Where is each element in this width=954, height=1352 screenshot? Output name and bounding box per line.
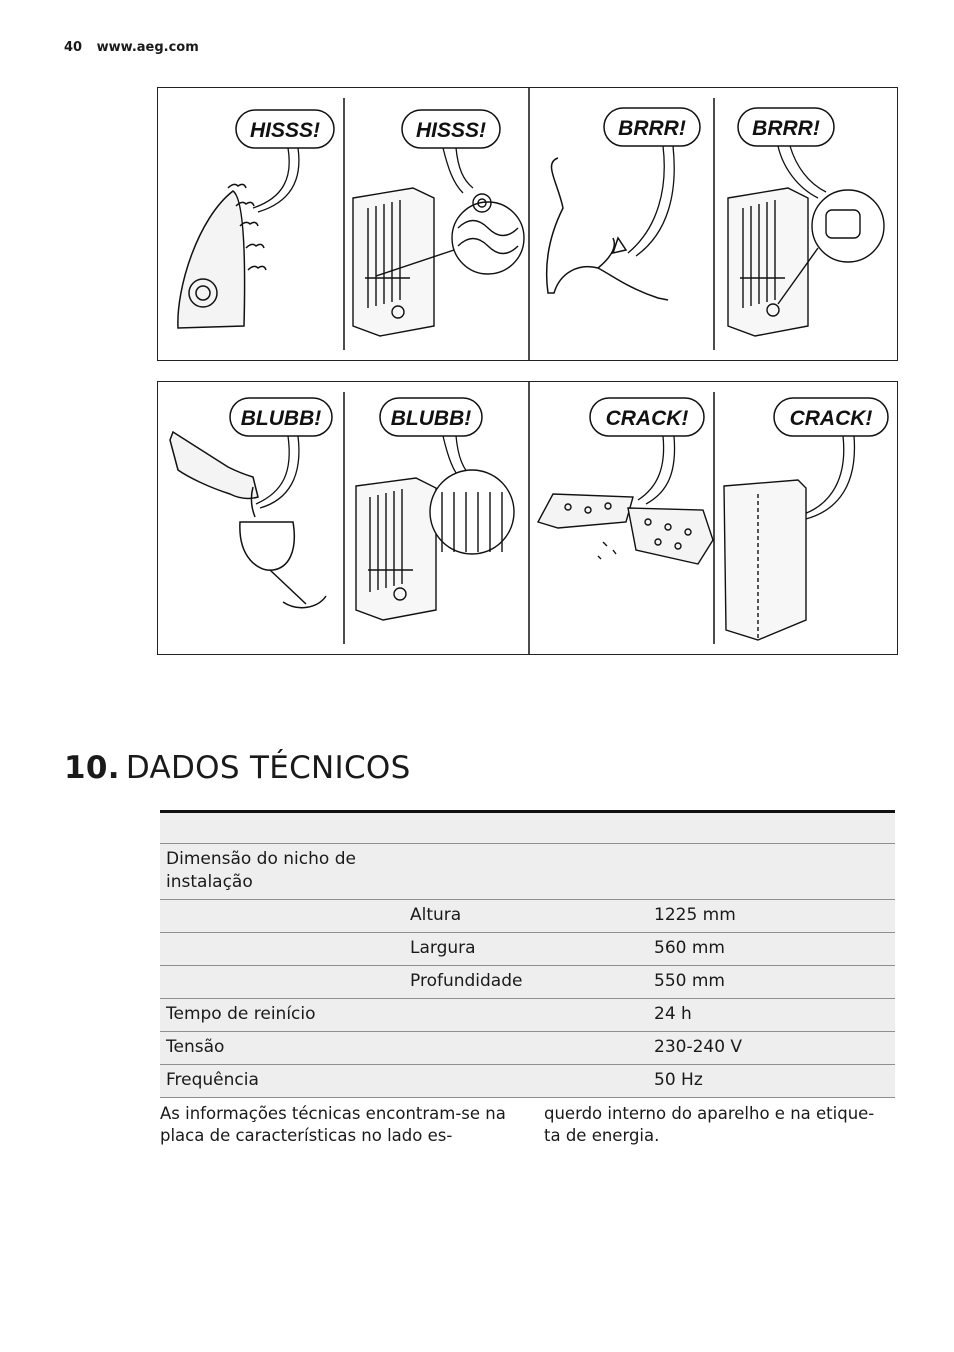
sound-label: BLUBB! xyxy=(390,407,472,430)
table-row xyxy=(160,933,895,966)
sound-label: BRRR! xyxy=(618,117,686,140)
note-column-1: As informações técnicas encontram-se na placa de características no lado es- xyxy=(160,1104,506,1145)
value-cell: 230-240 V xyxy=(648,1032,895,1065)
cat-illustration xyxy=(547,158,668,300)
param-cell: Largura xyxy=(404,933,648,966)
value-cell: 1225 mm xyxy=(648,900,895,933)
table-row xyxy=(160,999,895,1032)
section-heading xyxy=(64,750,411,786)
ice-tray-illustration xyxy=(538,494,713,564)
section-title: DADOS TÉCNICOS xyxy=(125,750,411,786)
site-url: www.aeg.com xyxy=(96,40,199,55)
sound-label: CRACK! xyxy=(605,407,689,430)
noise-illustration-row-2 xyxy=(157,381,898,655)
wine-illustration xyxy=(170,432,326,608)
sound-label: HISSS! xyxy=(249,119,321,142)
fridge-back-illustration xyxy=(353,188,524,336)
sound-label: CRACK! xyxy=(789,407,873,430)
fridge-back-illustration xyxy=(356,470,514,620)
sound-label: BLUBB! xyxy=(240,407,322,430)
fridge-front-illustration xyxy=(724,480,806,640)
section-number: 10. xyxy=(64,750,120,786)
value-cell: 50 Hz xyxy=(648,1065,895,1098)
page-number: 40 xyxy=(64,40,83,55)
sound-label: BRRR! xyxy=(752,117,820,140)
label-cell: Tensão xyxy=(160,1032,404,1065)
param-cell: Profundidade xyxy=(404,966,648,999)
sound-label: HISSS! xyxy=(415,119,487,142)
table-row xyxy=(160,1065,895,1098)
iron-illustration xyxy=(178,184,266,328)
table-header-row xyxy=(160,812,895,844)
note-column-2: querdo interno do aparelho e na etique- ta de energia. xyxy=(544,1104,875,1145)
table-row xyxy=(160,966,895,999)
label-cell: Tempo de reinício xyxy=(160,999,404,1032)
table-row xyxy=(160,1032,895,1065)
label-cell: Frequência xyxy=(160,1065,404,1098)
value-cell: 560 mm xyxy=(648,933,895,966)
value-cell: 24 h xyxy=(648,999,895,1032)
technical-data-table xyxy=(160,810,895,1098)
niche-label: Dimensão do nicho de instalação xyxy=(160,844,404,900)
noise-illustration-row-1 xyxy=(157,87,898,361)
param-cell: Altura xyxy=(404,900,648,933)
table-row xyxy=(160,900,895,933)
page-header xyxy=(64,40,199,55)
fridge-back-illustration xyxy=(728,188,884,336)
table-row xyxy=(160,844,895,900)
value-cell: 550 mm xyxy=(648,966,895,999)
